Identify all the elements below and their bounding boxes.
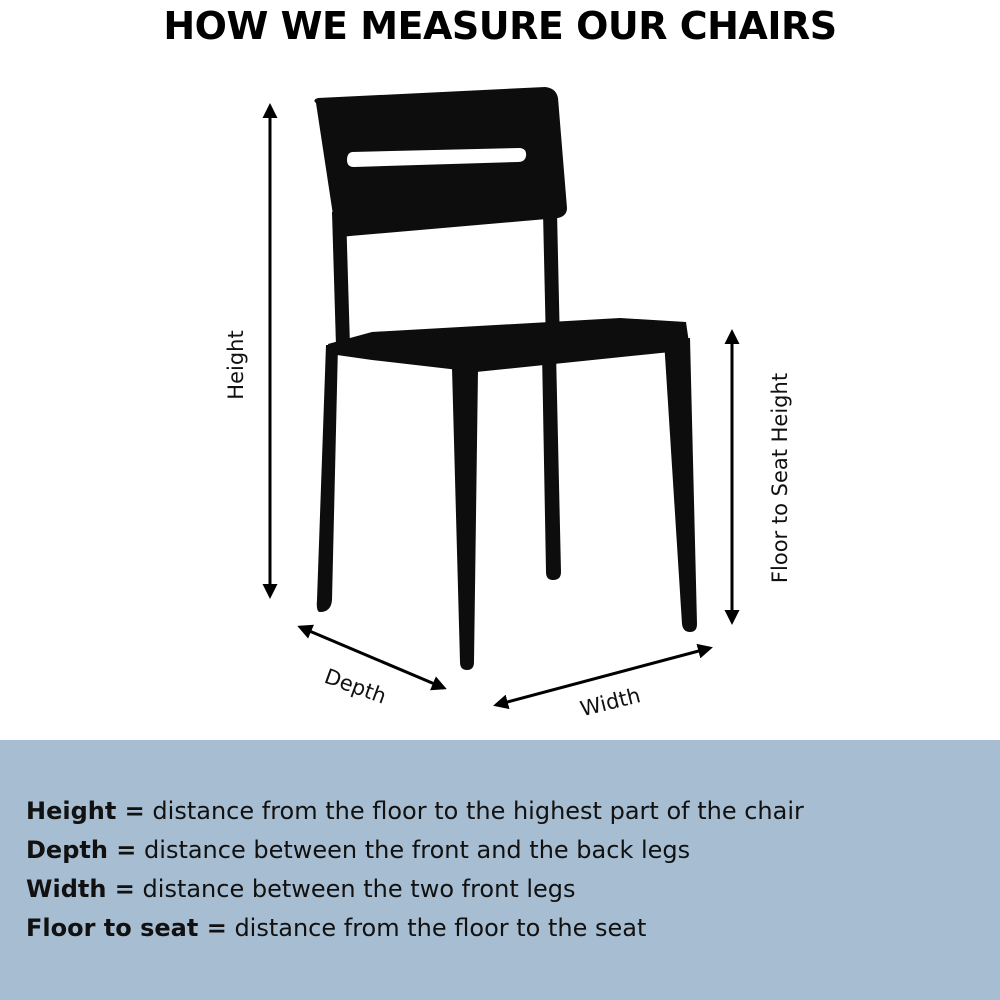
definition-text: distance from the floor to the seat (226, 914, 647, 942)
definition-term: Depth = (26, 836, 137, 864)
definition-term: Height = (26, 797, 145, 825)
page-title: HOW WE MEASURE OUR CHAIRS (163, 4, 837, 48)
definitions-list (26, 792, 804, 948)
definition-text: distance from the floor to the highest part of the chair (144, 797, 804, 825)
definition-text: distance between the front and the back legs (136, 836, 691, 864)
floor-to-seat-label: Floor to Seat Height (768, 372, 792, 584)
chair-image (314, 87, 697, 670)
width-label: Width (577, 683, 643, 722)
definition-term: Width = (26, 875, 135, 903)
depth-label: Depth (321, 664, 390, 709)
chair-back-leg-right (542, 352, 561, 580)
height-label: Height (224, 330, 248, 400)
definition-term: Floor to seat = (26, 914, 227, 942)
definition-depth (26, 831, 804, 870)
definition-height (26, 792, 804, 831)
chair-front-leg-right (664, 338, 697, 632)
chair-back-leg-left (317, 345, 338, 612)
definition-text: distance between the two front legs (134, 875, 576, 903)
chair-seat (328, 318, 690, 372)
chair-backrest (314, 87, 567, 236)
chair-front-leg-left (452, 368, 478, 670)
definitions-panel (0, 740, 1000, 1000)
definition-width (26, 870, 804, 909)
definition-floor-to-seat (26, 909, 804, 948)
